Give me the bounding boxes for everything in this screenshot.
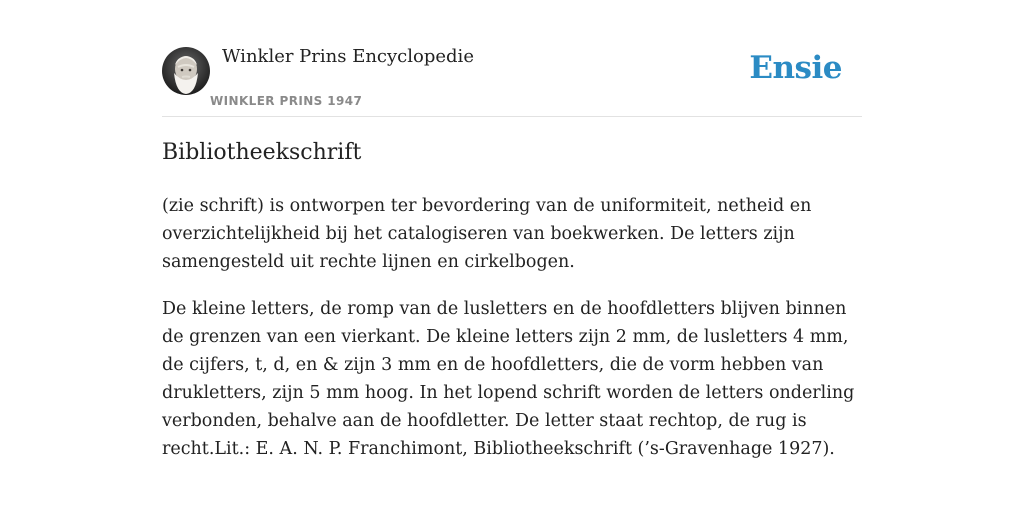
bearded-man-portrait-icon[interactable]: [162, 47, 210, 95]
article-paragraph: De kleine letters, de romp van de lusletters en de hoofdletters blijven binnen de grenzen van een vierkant. De kleine letters zijn 2 mm, de lusletters 4 mm, de cijfers, t, d, en & zijn 3 mm en de hoofdletters, die de vorm hebben van drukletters, zijn 5 mm hoog. In het lopend schrift worden de letters onderling verbonden, behalve aan de hoofdletter. De letter staat rechtop, de rug is recht.Lit.: E. A. N. P. Franchimont, Bibliotheekschrift (’s-Gravenhage 1927).: [162, 299, 855, 459]
source-title[interactable]: Winkler Prins Encyclopedie: [222, 46, 474, 67]
brand-logo[interactable]: Ensie: [749, 50, 842, 86]
article-title: Bibliotheekschrift: [162, 140, 362, 165]
source-header: [162, 0, 862, 117]
article-paragraph: (zie schrift) is ontworpen ter bevordering van de uniformiteit, netheid en overzichtelijkheid bij het catalogiseren van boekwerken. De letters zijn samengesteld uit rechte lijnen en cirkelbogen.: [162, 196, 812, 272]
edition-label: WINKLER PRINS 1947: [210, 94, 363, 108]
article-page: [162, 0, 862, 459]
